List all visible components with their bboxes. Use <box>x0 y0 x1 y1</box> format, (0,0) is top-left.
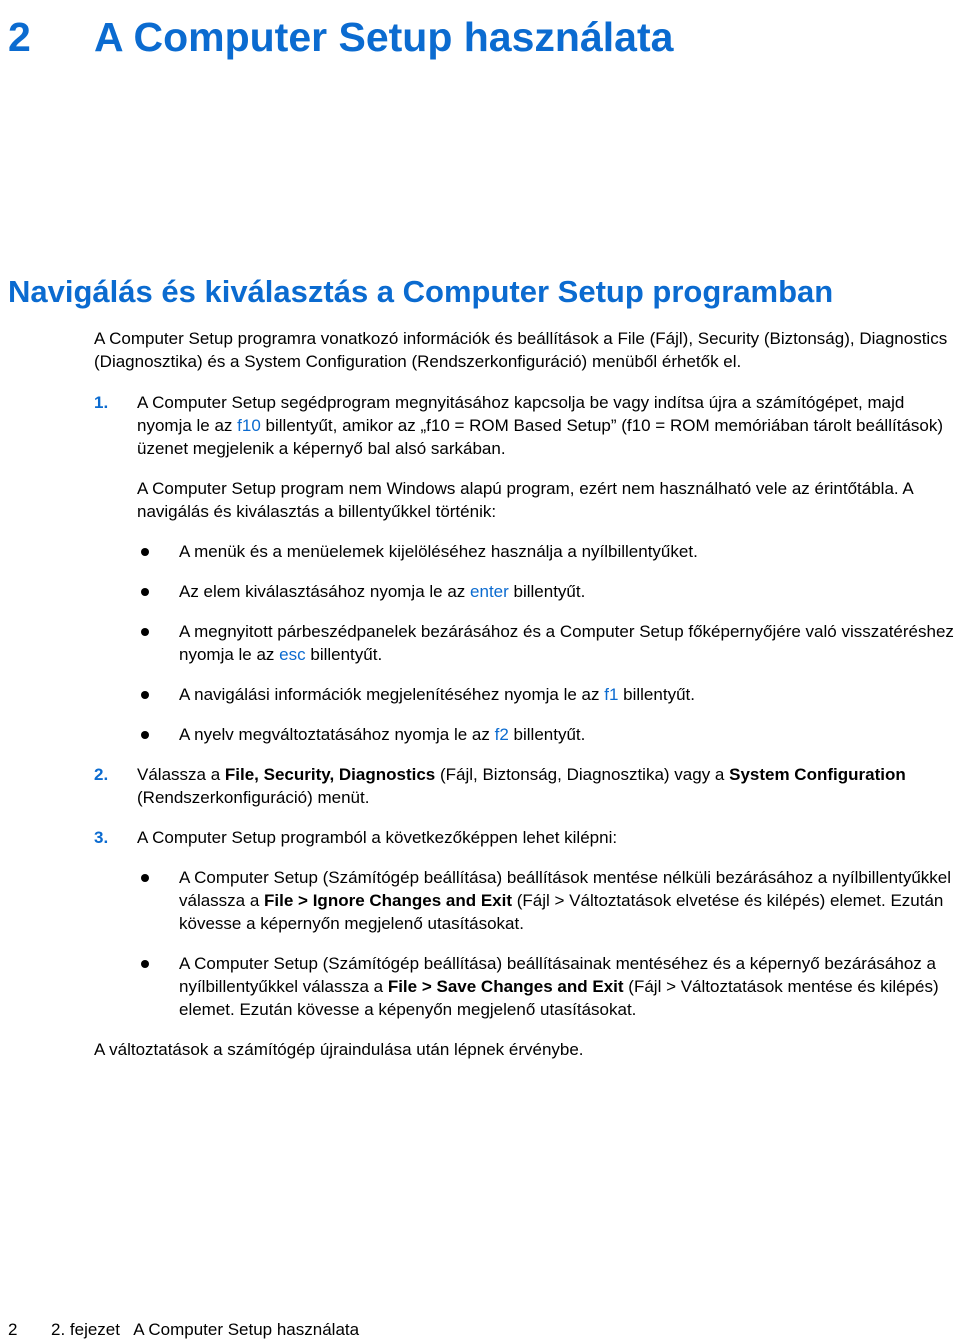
footer-text: 2. fejezet A Computer Setup használata <box>51 1320 360 1339</box>
list-item <box>137 866 956 935</box>
text-run: (Rendszerkonfiguráció) menüt. <box>137 788 370 807</box>
text-run: billentyűt, amikor az „f10 = ROM Based Setup” (f10 = ROM memóriában tárolt beállítások) üzenet megjelenik a képernyő bal alsó sarkában. <box>137 416 943 458</box>
key-esc: esc <box>279 645 306 664</box>
step-1 <box>94 391 956 746</box>
text-run: Válassza a <box>137 765 225 784</box>
page-number: 2 <box>8 1320 18 1339</box>
page-footer <box>8 1320 359 1340</box>
step-1-note: A Computer Setup program nem Windows alapú program, ezért nem használható vele az érintőtábla. A navigálás és kiválasztás a billentyűkkel történik: <box>137 479 913 521</box>
text-run: A nyelv megváltoztatásához nyomja le az <box>179 725 495 744</box>
text-run: A Computer Setup segédprogram megnyitásához kapcsolja be vagy indítsa újra a számítógépet, majd nyomja le az <box>137 393 905 435</box>
step-3-paragraph: A Computer Setup programból a következőképpen lehet kilépni: <box>137 828 618 847</box>
key-enter: enter <box>470 582 509 601</box>
bullet-icon <box>141 691 149 699</box>
key-f10: f10 <box>237 416 261 435</box>
step-2-paragraph <box>137 763 956 809</box>
bullet-icon <box>141 960 149 968</box>
bullet-icon <box>141 731 149 739</box>
text-run: A megnyitott párbeszédpanelek bezárásához és a Computer Setup főképernyőjére való visszatéréshez nyomja le az <box>179 622 954 664</box>
step-number: 3. <box>94 828 109 847</box>
text-run: A navigálási információk megjelenítéséhez nyomja le az <box>179 685 605 704</box>
list-item <box>137 952 956 1021</box>
bullet-icon <box>141 588 149 596</box>
step-3 <box>94 826 956 1021</box>
text-run: billentyűt. <box>508 582 586 601</box>
closing-paragraph: A változtatások a számítógép újraindulása után lépnek érvénybe. <box>94 1040 584 1059</box>
list-item <box>137 620 956 666</box>
step-number: 1. <box>94 393 109 412</box>
list-item <box>137 580 956 603</box>
bullet-icon <box>141 874 149 882</box>
text-run: (Fájl > Változtatások elvetése és kilépés) elemet. Ezután kövesse a képernyőn megjelenő utasításokat. <box>179 891 944 933</box>
step-1-paragraph <box>137 391 956 460</box>
intro-paragraph: A Computer Setup programra vonatkozó információk és beállítások a File (Fájl), Security (Biztonság), Diagnostics (Diagnosztika) és a System Configuration (Rendszerkonfiguráció) menüből érhetők el. <box>94 329 948 371</box>
chapter-title <box>8 14 673 61</box>
text-run: billentyűt. <box>305 645 383 664</box>
navigation-keys-list <box>137 540 956 746</box>
key-f2: f2 <box>494 725 509 744</box>
menu-names: File, Security, Diagnostics <box>224 765 436 784</box>
list-item-text: A menük és a menüelemek kijelöléséhez használja a nyílbillentyűket. <box>179 542 698 561</box>
text-run: (Fájl > Változtatások mentése és kilépés) elemet. Ezután kövesse a képenyőn megjelenő utasításokat. <box>179 977 939 1019</box>
menu-name-system-configuration: System Configuration <box>729 765 906 784</box>
step-2 <box>94 763 956 809</box>
text-run: (Fájl, Biztonság, Diagnosztika) vagy a <box>435 765 730 784</box>
step-number: 2. <box>94 765 109 784</box>
exit-options-list <box>137 866 956 1021</box>
section-title: Navigálás és kiválasztás a Computer Setup programban <box>8 274 834 309</box>
chapter-number: 2 <box>8 14 31 60</box>
list-item <box>137 683 956 706</box>
text-run: billentyűt. <box>508 725 586 744</box>
text-run: A Computer Setup (Számítógép beállítása) beállítások mentése nélküli bezárásához a nyílbillentyűkkel válassza a <box>179 868 952 910</box>
steps-list <box>94 391 956 1021</box>
key-f1: f1 <box>604 685 619 704</box>
chapter-title-text: A Computer Setup használata <box>94 14 674 60</box>
menu-path-ignore-changes: File > Ignore Changes and Exit <box>264 891 513 910</box>
text-run: A Computer Setup (Számítógép beállítása) beállításainak mentéséhez és a képernyő bezárásához a nyílbillentyűkkel válassza a <box>179 954 936 996</box>
main-content <box>94 327 956 1061</box>
bullet-icon <box>141 628 149 636</box>
bullet-icon <box>141 548 149 556</box>
list-item <box>137 723 956 746</box>
list-item <box>137 540 956 563</box>
text-run: billentyűt. <box>618 685 695 704</box>
menu-path-save-changes: File > Save Changes and Exit <box>387 977 624 996</box>
text-run: Az elem kiválasztásához nyomja le az <box>179 582 471 601</box>
